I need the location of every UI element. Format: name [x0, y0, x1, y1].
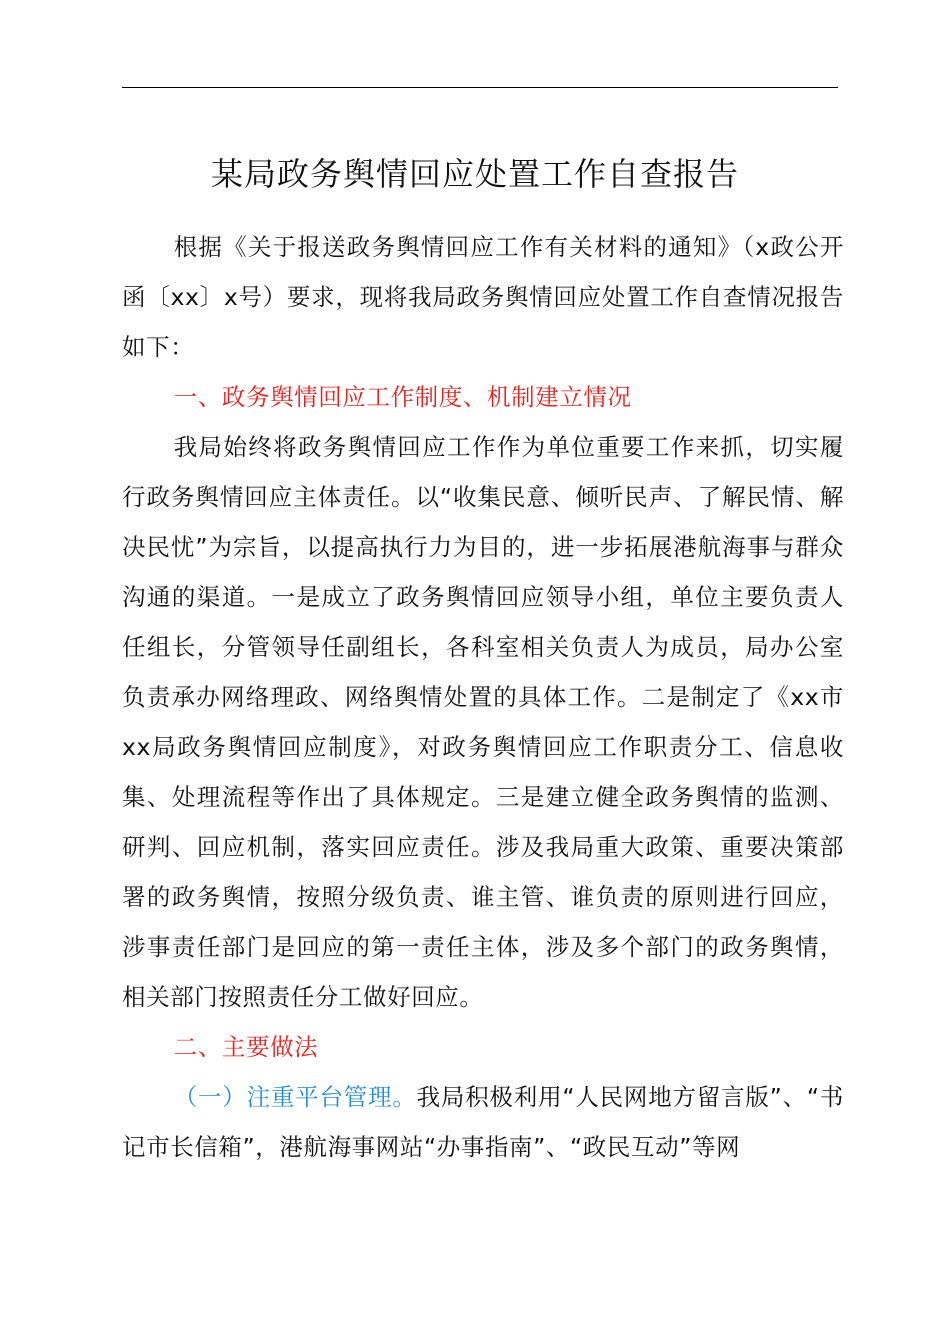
section-2-subsection-1-paragraph	[122, 1072, 844, 1172]
document-title: 某局政务舆情回应处置工作自查报告	[210, 155, 739, 193]
header-rule	[122, 87, 838, 88]
subsection-1-lead: （一）注重平台管理。	[173, 1083, 417, 1111]
section-1-heading: 一、政务舆情回应工作制度、机制建立情况	[173, 383, 632, 411]
subsection-1-text: 我局积极利用“人民网地方留言版”、“书记市长信箱”，港航海事网站“办事指南”、“政民互动”等网	[122, 1083, 844, 1161]
intro-paragraph: 根据《关于报送政务舆情回应工作有关材料的通知》（x政公开函〔xx〕x号）要求，现将我局政务舆情回应处置工作自查情况报告如下：	[122, 233, 844, 361]
section-2-heading: 二、主要做法	[173, 1033, 319, 1061]
document-body	[122, 222, 844, 1172]
section-1-paragraph: 我局始终将政务舆情回应工作作为单位重要工作来抓，切实履行政务舆情回应主体责任。以“收集民意、倾听民声、了解民情、解决民忧”为宗旨，以提高执行力为目的，进一步拓展港航海事与群众沟通的渠道。一是成立了政务舆情回应领导小组，单位主要负责人任组长，分管领导任副组长，各科室相关负责人为成员，局办公室负责承办网络理政、网络舆情处置的具体工作。二是制定了《xx市xx局政务舆情回应制度》，对政务舆情回应工作职责分工、信息收集、处理流程等作出了具体规定。三是建立健全政务舆情的监测、研判、回应机制，落实回应责任。涉及我局重大政策、重要决策部署的政务舆情，按照分级负责、谁主管、谁负责的原则进行回应，涉事责任部门是回应的第一责任主体，涉及多个部门的政务舆情，相关部门按照责任分工做好回应。	[122, 433, 844, 1011]
